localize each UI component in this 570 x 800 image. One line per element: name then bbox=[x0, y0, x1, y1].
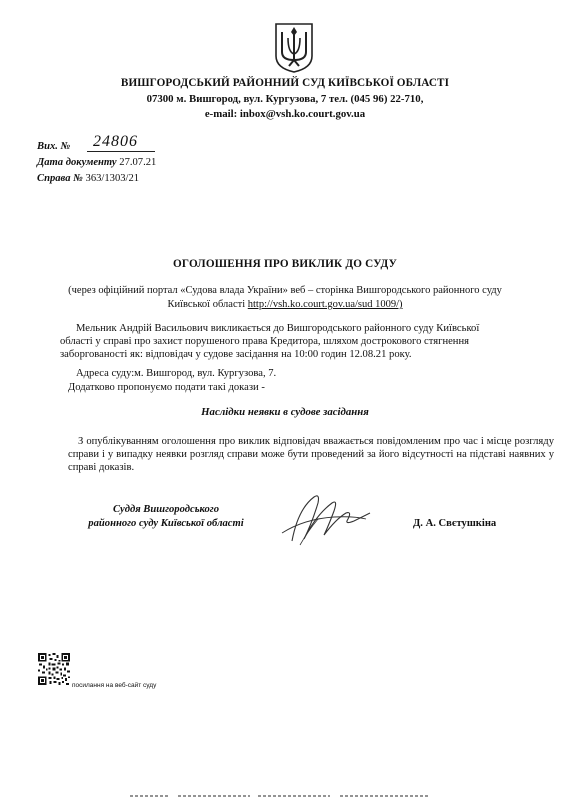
document-date-row bbox=[37, 156, 156, 169]
trident-emblem-icon bbox=[272, 22, 316, 74]
judge-title-line-2: районного суду Київської області bbox=[88, 518, 244, 529]
judge-title bbox=[66, 503, 266, 531]
portal-line-2 bbox=[30, 298, 540, 312]
summons-line-3: заборгованості як: відповідач у судове засідання на 10:00 годин 12.08.21 року. bbox=[60, 349, 412, 360]
page-bottom-edge bbox=[130, 794, 450, 798]
document-title: ОГОЛОШЕННЯ ПРО ВИКЛИК ДО СУДУ bbox=[173, 258, 397, 270]
document-date-label: Дата документу bbox=[37, 157, 117, 168]
judge-name: Д. А. Свєтушкіна bbox=[413, 518, 497, 529]
case-number-row bbox=[37, 172, 139, 185]
handwritten-signature-icon bbox=[274, 489, 374, 549]
summons-line-1: Мельник Андрій Васильович викликається до Вишгородського районного суду Київської bbox=[76, 323, 480, 334]
qr-code-label: посилання на веб-сайт суду bbox=[72, 682, 157, 689]
portal-line-2-prefix: Київської області bbox=[167, 299, 248, 310]
outgoing-number-label: Вих. № bbox=[37, 141, 71, 152]
court-email: e-mail: inbox@vsh.ko.court.gov.ua bbox=[204, 108, 366, 120]
consequences-title: Наслідки неявки в судове засідання bbox=[201, 406, 369, 418]
qr-code-icon[interactable] bbox=[38, 653, 70, 685]
court-address-line: Адреса суду:м. Вишгород, вул. Кургузова, 7. bbox=[76, 368, 277, 379]
consequences-text: З опублікуванням оголошення про виклик відповідач вважається повідомленим про час і місце розгляду справи і у випадку неявки розгляд справи може бути проведений за його відсутності на підставі наявних у справі доказів. bbox=[68, 436, 554, 473]
case-number-label: Справа № bbox=[37, 173, 83, 184]
judge-title-line-1: Суддя Вишгородського bbox=[112, 504, 220, 515]
outgoing-number-row bbox=[37, 133, 138, 153]
portal-notice bbox=[30, 284, 540, 312]
court-name: ВИШГОРОДСЬКИЙ РАЙОННИЙ СУД КИЇВСЬКОЇ ОБЛАСТІ bbox=[120, 77, 450, 89]
outgoing-number-value: 24806 bbox=[93, 133, 138, 150]
outgoing-number-underline bbox=[87, 151, 155, 152]
court-website-link[interactable]: http://vsh.ko.court.gov.ua/sud 1009/) bbox=[247, 299, 403, 310]
document-date-value: 27.07.21 bbox=[119, 157, 157, 168]
summons-paragraph bbox=[60, 322, 554, 361]
summons-line-2: області у справі про захист порушеного права Кредитора, шляхом дострокового стягнення bbox=[60, 336, 470, 347]
portal-line-1: (через офіційний портал «Судова влада України» веб – сторінка Вишгородського районного суду bbox=[68, 285, 502, 296]
court-address: 07300 м. Вишгород, вул. Кургузова, 7 тел. (045 96) 22-710, bbox=[146, 93, 424, 105]
evidence-line: Додатково пропонуємо подати такі докази - bbox=[68, 382, 265, 393]
case-number-value: 363/1303/21 bbox=[85, 173, 140, 184]
